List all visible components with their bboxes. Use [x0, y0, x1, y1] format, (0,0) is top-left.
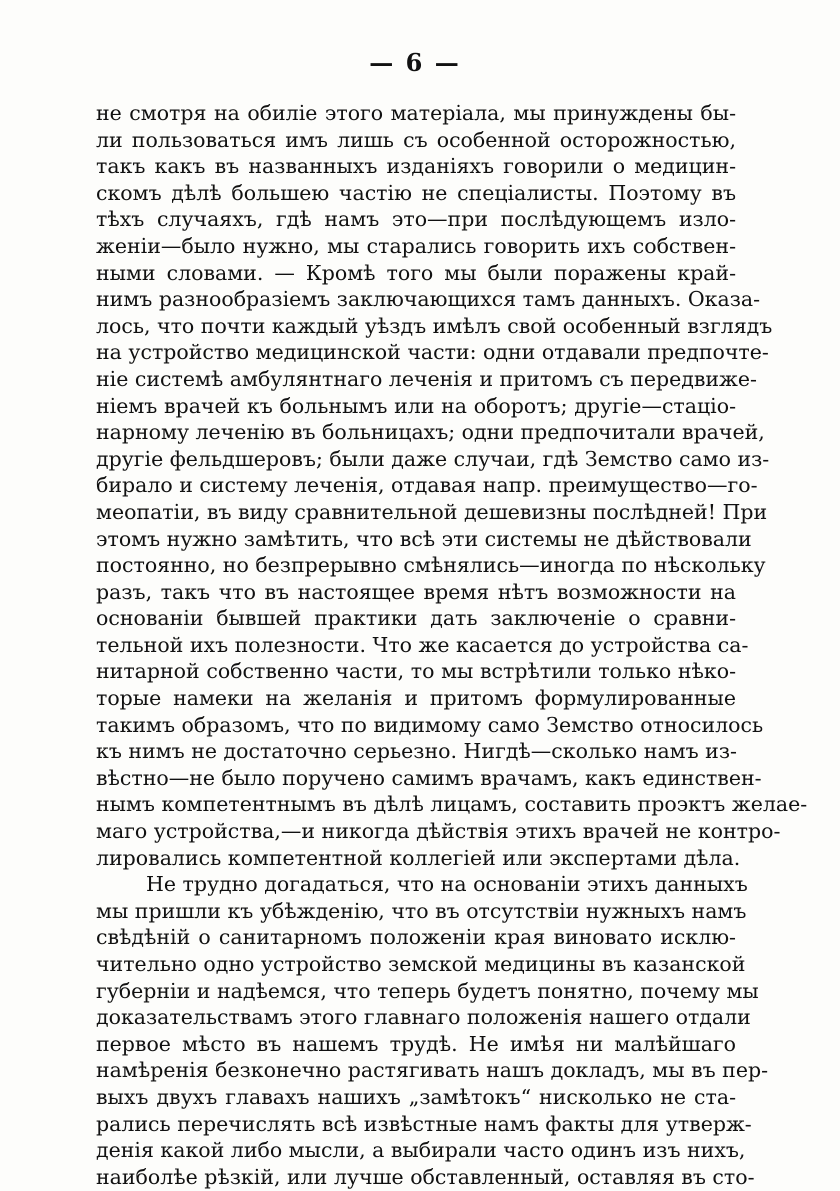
text-line: нимъ разнообразіемъ заключающихся тамъ данныхъ. Оказа-	[96, 287, 761, 312]
text-line: ніе системѣ амбулянтнаго леченія и притомъ съ передвиже-	[96, 366, 757, 391]
text-line: ными словами. — Кромѣ того мы были поражены край-	[96, 260, 736, 285]
text-line: чительно одно устройство земской медицины въ казанской	[96, 952, 746, 976]
text-line: ли пользоваться имъ лишь съ особенной осторожностью,	[96, 127, 736, 152]
text-line: бирало и систему леченія, отдавая напр. преимущество—го-	[96, 473, 758, 498]
text-line: лось, что почти каждый уѣздъ имѣлъ свой особенный взглядъ	[96, 313, 773, 338]
body-text	[96, 100, 808, 1190]
text-line: основаніи бывшей практики дать заключеніе о сравни-	[96, 606, 736, 631]
text-line: выхъ двухъ главахъ нашихъ „замѣтокъ“ нисколько не ста-	[96, 1084, 736, 1109]
text-line: тѣхъ случаяхъ, гдѣ намъ это—при послѣдующемъ изло-	[96, 207, 736, 232]
text-line: разъ, такъ что въ настоящее время нѣтъ возможности на	[96, 579, 736, 604]
text-line: не смотря на обиліе этого матеріала, мы принуждены бы-	[96, 101, 736, 125]
text-line: вѣстно—не было поручено самимъ врачамъ, какъ единствен-	[96, 765, 762, 790]
text-line: губерніи и надѣемся, что теперь будетъ понятно, почему мы	[96, 978, 759, 1003]
text-line: первое мѣсто въ нашемъ трудѣ. Не имѣя ни малѣйшаго	[96, 1031, 736, 1056]
text-line: лировались компетентной коллегіей или экспертами дѣла.	[96, 845, 741, 870]
text-line: маго устройства,—и никогда дѣйствія этихъ врачей не контро-	[96, 819, 781, 844]
text-line: намѣренія безконечно растягивать нашъ докладъ, мы въ пер-	[96, 1058, 769, 1083]
text-line: ніемъ врачей къ больнымъ или на оборотъ; другіе—стаціо-	[96, 393, 736, 418]
text-line: постоянно, но безпрерывно смѣнялись—иногда по нѣскольку	[96, 553, 766, 578]
text-line: нитарной собственно части, то мы встрѣтили только нѣко-	[96, 659, 736, 684]
text-line: нарному леченію въ больницахъ; одни предпочитали врачей,	[96, 420, 765, 445]
text-line: этомъ нужно замѣтить, что всѣ эти системы не дѣйствовали	[96, 526, 752, 551]
text-line: наиболѣе рѣзкій, или лучше обставленный, оставляя въ сто-	[96, 1164, 755, 1189]
text-line: Не трудно догадаться, что на основаніи этихъ данныхъ	[146, 872, 748, 897]
text-line: доказательствамъ этого главнаго положенія нашего отдали	[96, 1005, 751, 1030]
text-line: свѣдѣній о санитарномъ положеніи края виновато исклю-	[96, 925, 736, 950]
text-line: другіе фельдшеровъ; были даже случаи, гдѣ Земство само из-	[96, 446, 770, 471]
text-line: торые намеки на желанія и притомъ формулированные	[96, 686, 736, 711]
text-line: скомъ дѣлѣ большею частію не спеціалисты. Поэтому въ	[96, 180, 736, 205]
text-line: меопатіи, въ виду сравнительной дешевизны послѣдней! При	[96, 499, 768, 524]
text-line: такимъ образомъ, что по видимому само Земство относилось	[96, 712, 764, 737]
text-line: тельной ихъ полезности. Что же касается до устройства са-	[96, 632, 749, 657]
text-line: на устройство медицинской части: одни отдавали предпочте-	[96, 340, 769, 365]
text-line: къ нимъ не достаточно серьезно. Нигдѣ—сколько намъ из-	[96, 739, 737, 764]
text-line: нымъ компетентнымъ въ дѣлѣ лицамъ, составить проэктъ желае-	[96, 792, 808, 817]
text-line: женіи—было нужно, мы старались говорить ихъ собствен-	[96, 233, 736, 258]
text-line: такъ какъ въ названныхъ изданіяхъ говорили о медицин-	[96, 154, 736, 179]
text-line: рались перечислять всѣ извѣстные намъ факты для утверж-	[96, 1111, 752, 1136]
text-line: денія какой либо мысли, а выбирали часто одинъ изъ нихъ,	[96, 1138, 746, 1163]
text-line: мы пришли къ убѣжденію, что въ отсутствіи нужныхъ намъ	[96, 898, 747, 923]
page-number: — 6 —	[369, 48, 461, 77]
